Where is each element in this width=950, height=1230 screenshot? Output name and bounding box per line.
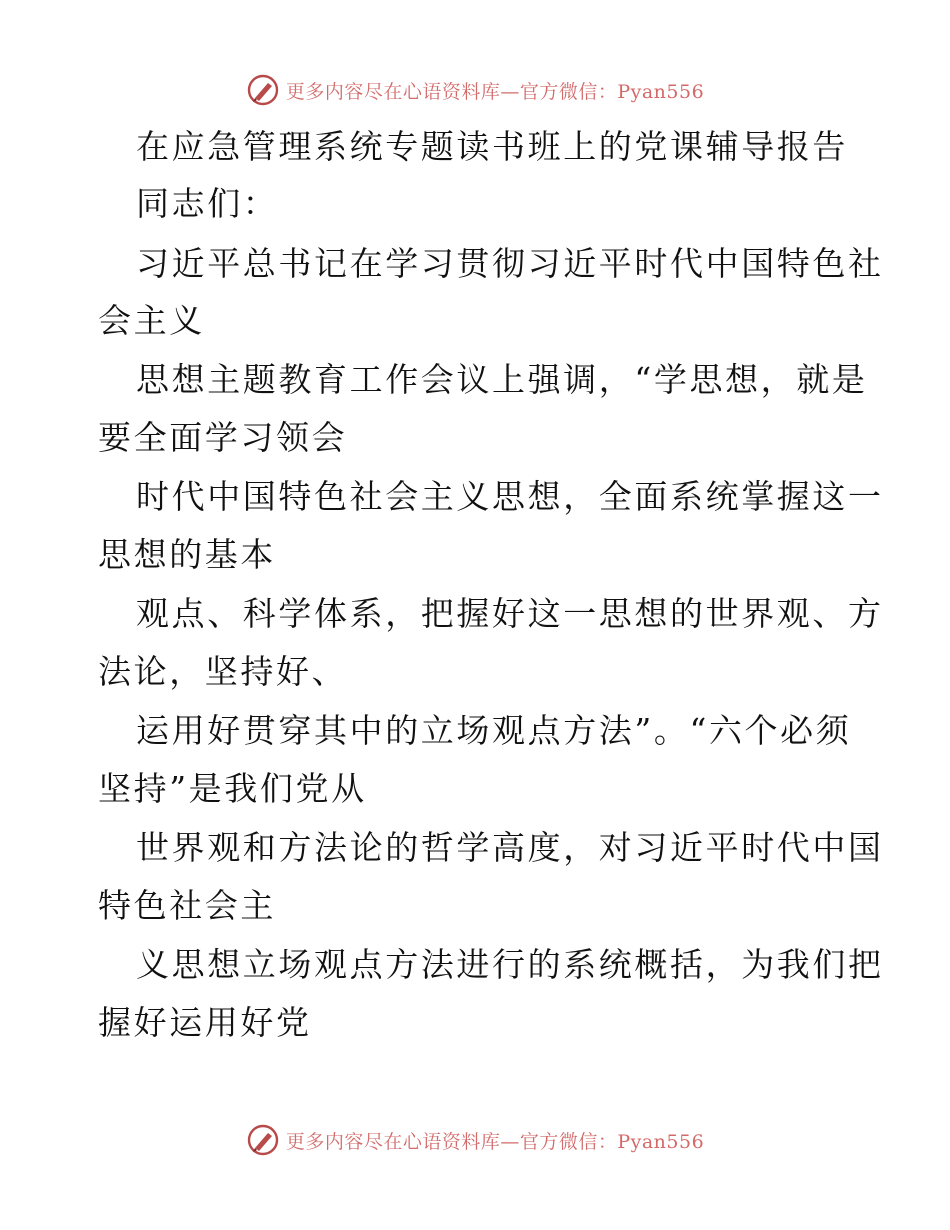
document-title: 在应急管理系统专题读书班上的党课辅导报告: [136, 127, 848, 166]
text-line: 观点、科学体系，把握好这一思想的世界观、方: [136, 594, 884, 633]
text-line: 思想主题教育工作会议上强调，“学思想，就是: [136, 360, 868, 399]
text-line: 握好运用好党: [98, 1003, 312, 1042]
banner-text: 更多内容尽在心语资料库—官方微信：Pyan556: [285, 80, 705, 103]
text-line: 会主义: [98, 301, 205, 340]
banner-content: [246, 1123, 704, 1157]
text-line: 法论，坚持好、: [98, 652, 348, 691]
text-line: 习近平总书记在学习贯彻习近平时代中国特色社: [136, 244, 884, 283]
text-line: 时代中国特色社会主义思想，全面系统掌握这一: [136, 477, 884, 516]
text-line: 坚持”是我们党从: [98, 769, 367, 808]
greeting: 同志们：: [136, 184, 279, 223]
banner-text: 更多内容尽在心语资料库—官方微信：Pyan556: [285, 1130, 705, 1153]
header-banner: [0, 70, 950, 110]
pen-logo-icon: [246, 73, 280, 107]
footer-banner: [0, 1120, 950, 1160]
text-line: 运用好贯穿其中的立场观点方法”。“六个必须: [136, 711, 852, 750]
text-line: 要全面学习领会: [98, 418, 348, 457]
banner-content: [246, 73, 704, 107]
text-line: 世界观和方法论的哲学高度，对习近平时代中国: [136, 828, 884, 867]
text-line: 义思想立场观点方法进行的系统概括，为我们把: [136, 945, 884, 984]
text-line: 特色社会主: [98, 886, 276, 925]
text-line: 思想的基本: [98, 535, 276, 574]
pen-logo-icon: [246, 1123, 280, 1157]
